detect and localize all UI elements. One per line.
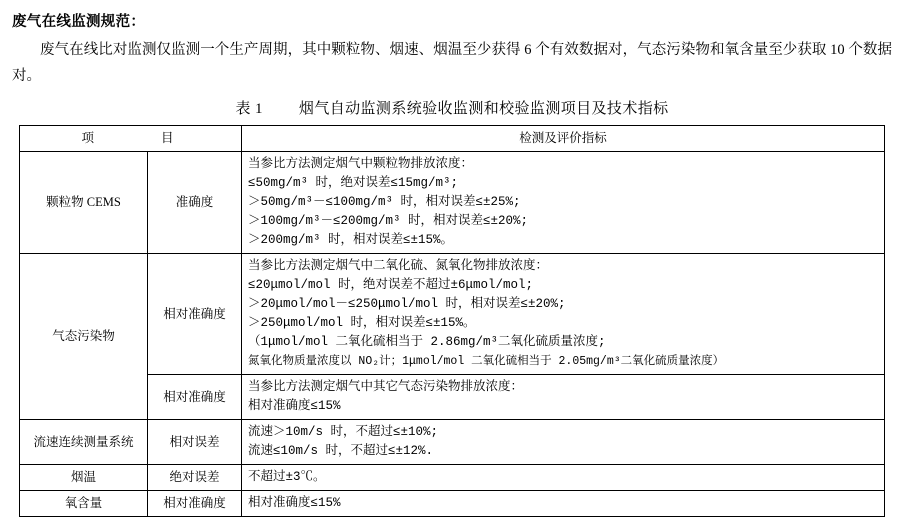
- row-item-label: 流速连续测量系统: [20, 420, 148, 465]
- row-subitem-label: 绝对误差: [148, 465, 242, 491]
- row-criteria: [242, 491, 885, 517]
- criteria-line: 当参比方法测定烟气中其它气态污染物排放浓度：: [248, 380, 524, 394]
- row-criteria: [242, 152, 885, 254]
- section-heading: 废气在线监测规范：: [12, 14, 146, 30]
- row-item-label: 气态污染物: [20, 254, 148, 420]
- criteria-line: 相对准确度≤15%: [248, 496, 341, 510]
- criteria-line: ≤50mg/m³ 时，绝对误差≤15mg/m³;: [248, 176, 459, 190]
- criteria-line: 流速＞10m/s 时，不超过≤±10%;: [248, 425, 439, 439]
- table-row: [20, 254, 885, 375]
- criteria-line: 氮氧化物质量浓度以 NO₂计；1μmol/mol 二氧化硫相当于 2.05mg/m³二氧化硫质量浓度）: [248, 355, 725, 368]
- table-header-row: [20, 126, 885, 152]
- header-item: 项 目: [20, 126, 242, 152]
- criteria-line: ≤20μmol/mol 时，绝对误差不超过±6μmol/mol;: [248, 278, 534, 292]
- intro-paragraph: 废气在线比对监测仅监测一个生产周期，其中颗粒物、烟速、烟温至少获得 6 个有效数据对，气态污染物和氧含量至少获取 10 个数据对。: [12, 42, 892, 84]
- spec-table: [19, 125, 885, 517]
- row-criteria: [242, 375, 885, 420]
- table-number: 表 1: [235, 101, 263, 117]
- table-row: [20, 465, 885, 491]
- row-subitem-label: 相对准确度: [148, 375, 242, 420]
- criteria-line: ＞250μmol/mol 时，相对误差≤±15%。: [248, 316, 476, 330]
- row-subitem-label: 相对准确度: [148, 254, 242, 375]
- table-row: [20, 420, 885, 465]
- table-caption-text: 烟气自动监测系统验收监测和校验监测项目及技术指标: [298, 101, 669, 117]
- row-subitem-label: 相对准确度: [148, 491, 242, 517]
- criteria-line: ＞20μmol/mol－≤250μmol/mol 时，相对误差≤±20%;: [248, 297, 566, 311]
- row-criteria: [242, 420, 885, 465]
- criteria-line: 相对准确度≤15%: [248, 399, 341, 413]
- row-item-label: 颗粒物 CEMS: [20, 152, 148, 254]
- criteria-line: 流速≤10m/s 时，不超过≤±12%.: [248, 444, 434, 458]
- row-subitem-label: 准确度: [148, 152, 242, 254]
- criteria-line: 当参比方法测定烟气中颗粒物排放浓度：: [248, 157, 474, 171]
- row-subitem-label: 相对误差: [148, 420, 242, 465]
- table-row: [20, 491, 885, 517]
- row-criteria: [242, 465, 885, 491]
- criteria-line: 当参比方法测定烟气中二氧化硫、氮氧化物排放浓度：: [248, 259, 549, 273]
- criteria-line: ＞200mg/m³ 时，相对误差≤±15%。: [248, 233, 454, 247]
- criteria-line: ＞50mg/m³－≤100mg/m³ 时，相对误差≤±25%;: [248, 195, 521, 209]
- criteria-line: （1μmol/mol 二氧化硫相当于 2.86mg/m³二氧化硫质量浓度;: [248, 335, 606, 349]
- criteria-line: ＞100mg/m³－≤200mg/m³ 时，相对误差≤±20%;: [248, 214, 529, 228]
- row-criteria: [242, 254, 885, 375]
- row-item-label: 氧含量: [20, 491, 148, 517]
- header-criteria: 检测及评价指标: [242, 126, 885, 152]
- table-row: [20, 375, 885, 420]
- criteria-line: 不超过±3℃。: [248, 470, 326, 484]
- table-caption: [10, 97, 894, 118]
- table-row: [20, 152, 885, 254]
- row-item-label: 烟温: [20, 465, 148, 491]
